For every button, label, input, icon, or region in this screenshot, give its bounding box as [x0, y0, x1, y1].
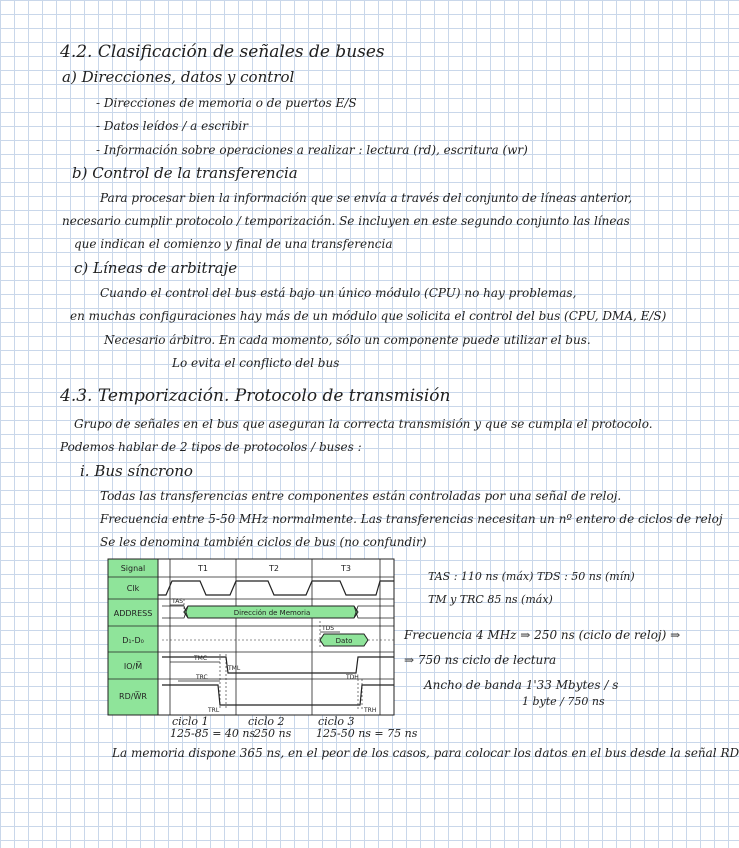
paragraph-line: Grupo de señales en el bus que aseguran la correcta transmisión y que se cumpla el protocolo. — [74, 417, 653, 431]
paragraph-line: Necesario árbitro. En cada momento, sólo un componente puede utilizar el bus. — [104, 333, 591, 347]
address-label: Dirección de Memoria — [233, 609, 311, 617]
subheading-bus-sincrono: i. Bus síncrono — [80, 462, 193, 480]
paragraph-line: Cuando el control del bus está bajo un único módulo (CPU) no hay problemas, — [100, 286, 577, 300]
cycle-label-t2: T2 — [269, 564, 279, 573]
paragraph-line: Frecuencia entre 5-50 MHz normalmente. Las transferencias necesitan un nº entero de ciclos de reloj — [100, 512, 723, 526]
cycle-note-2: ciclo 2 — [248, 715, 285, 728]
section-title-4-2: 4.2. Clasificación de señales de buses — [60, 42, 385, 62]
list-item: - Datos leídos / a escribir — [96, 119, 248, 133]
paragraph-line: Para procesar bien la información que se envía a través del conjunto de líneas anterior, — [100, 191, 633, 205]
section-title-4-3: 4.3. Temporización. Protocolo de transmisión — [60, 386, 451, 406]
timing-mark: TDH — [346, 674, 359, 681]
signal-label-data: D₁-D₀ — [122, 636, 144, 645]
subheading-a: a) Direcciones, datos y control — [62, 68, 295, 86]
note-bandwidth: Ancho de banda 1'33 Mbytes / s — [424, 678, 619, 692]
signal-label-iom: IO/M̅ — [123, 662, 143, 671]
timing-mark: TDS — [322, 625, 335, 632]
cycle-note-2-value: 250 ns — [254, 727, 292, 740]
subheading-b: b) Control de la transferencia — [72, 164, 298, 182]
cycle-note-3: ciclo 3 — [318, 715, 355, 728]
note-read-cycle: ⇒ 750 ns ciclo de lectura — [404, 653, 557, 667]
note-frequency: Frecuencia 4 MHz ⇒ 250 ns (ciclo de reloj) ⇒ — [404, 628, 681, 642]
paragraph-line: en muchas configuraciones hay más de un módulo que solicita el control del bus (CPU, DMA, E/S) — [70, 309, 667, 323]
cycle-note-1: ciclo 1 — [172, 715, 209, 728]
timing-mark: TML — [228, 665, 241, 672]
signal-label-clk: Clk — [126, 584, 140, 593]
signal-header: Signal — [120, 564, 146, 573]
list-item: - Direcciones de memoria o de puertos E/S — [96, 96, 357, 110]
paragraph-line: Lo evita el conflicto del bus — [172, 356, 340, 370]
timing-mark: TRH — [364, 707, 377, 714]
list-item: - Información sobre operaciones a realizar : lectura (rd), escritura (wr) — [96, 143, 528, 157]
paragraph-line: Podemos hablar de 2 tipos de protocolos / buses : — [60, 440, 362, 454]
footer-line: La memoria dispone 365 ns, en el peor de los casos, para colocar los datos en el bus desde la señal RD — [112, 746, 739, 760]
timing-mark: TRC — [196, 674, 208, 681]
data-label: Dato — [335, 637, 353, 645]
timing-mark: TMC — [194, 655, 208, 662]
cycle-note-3-value: 125-50 ns = 75 ns — [316, 727, 418, 740]
paragraph-line: Se les denomina también ciclos de bus (no confundir) — [100, 535, 427, 549]
timing-mark: TAS — [172, 598, 184, 605]
signal-label-rdwr: RD/W̅R — [119, 692, 147, 701]
cycle-note-1-value: 125-85 = 40 ns — [170, 727, 256, 740]
paragraph-line: Todas las transferencias entre componentes están controladas por una señal de reloj. — [100, 489, 622, 503]
note-tm-trc: TM y TRC 85 ns (máx) — [428, 593, 553, 606]
timing-diagram — [108, 559, 394, 715]
paragraph-line: necesario cumplir protocolo / temporización. Se incluyen en este segundo conjunto las líneas — [62, 214, 630, 228]
note-tas-tds: TAS : 110 ns (máx) TDS : 50 ns (mín) — [428, 570, 635, 583]
cycle-label-t1: T1 — [198, 564, 208, 573]
cycle-label-t3: T3 — [341, 564, 351, 573]
timing-mark: TRL — [208, 707, 220, 714]
note-bandwidth-detail: 1 byte / 750 ns — [522, 695, 605, 708]
signal-label-address: ADDRESS — [113, 609, 153, 618]
paragraph-line: que indican el comienzo y final de una transferencia — [74, 237, 393, 251]
subheading-c: c) Líneas de arbitraje — [74, 259, 238, 277]
